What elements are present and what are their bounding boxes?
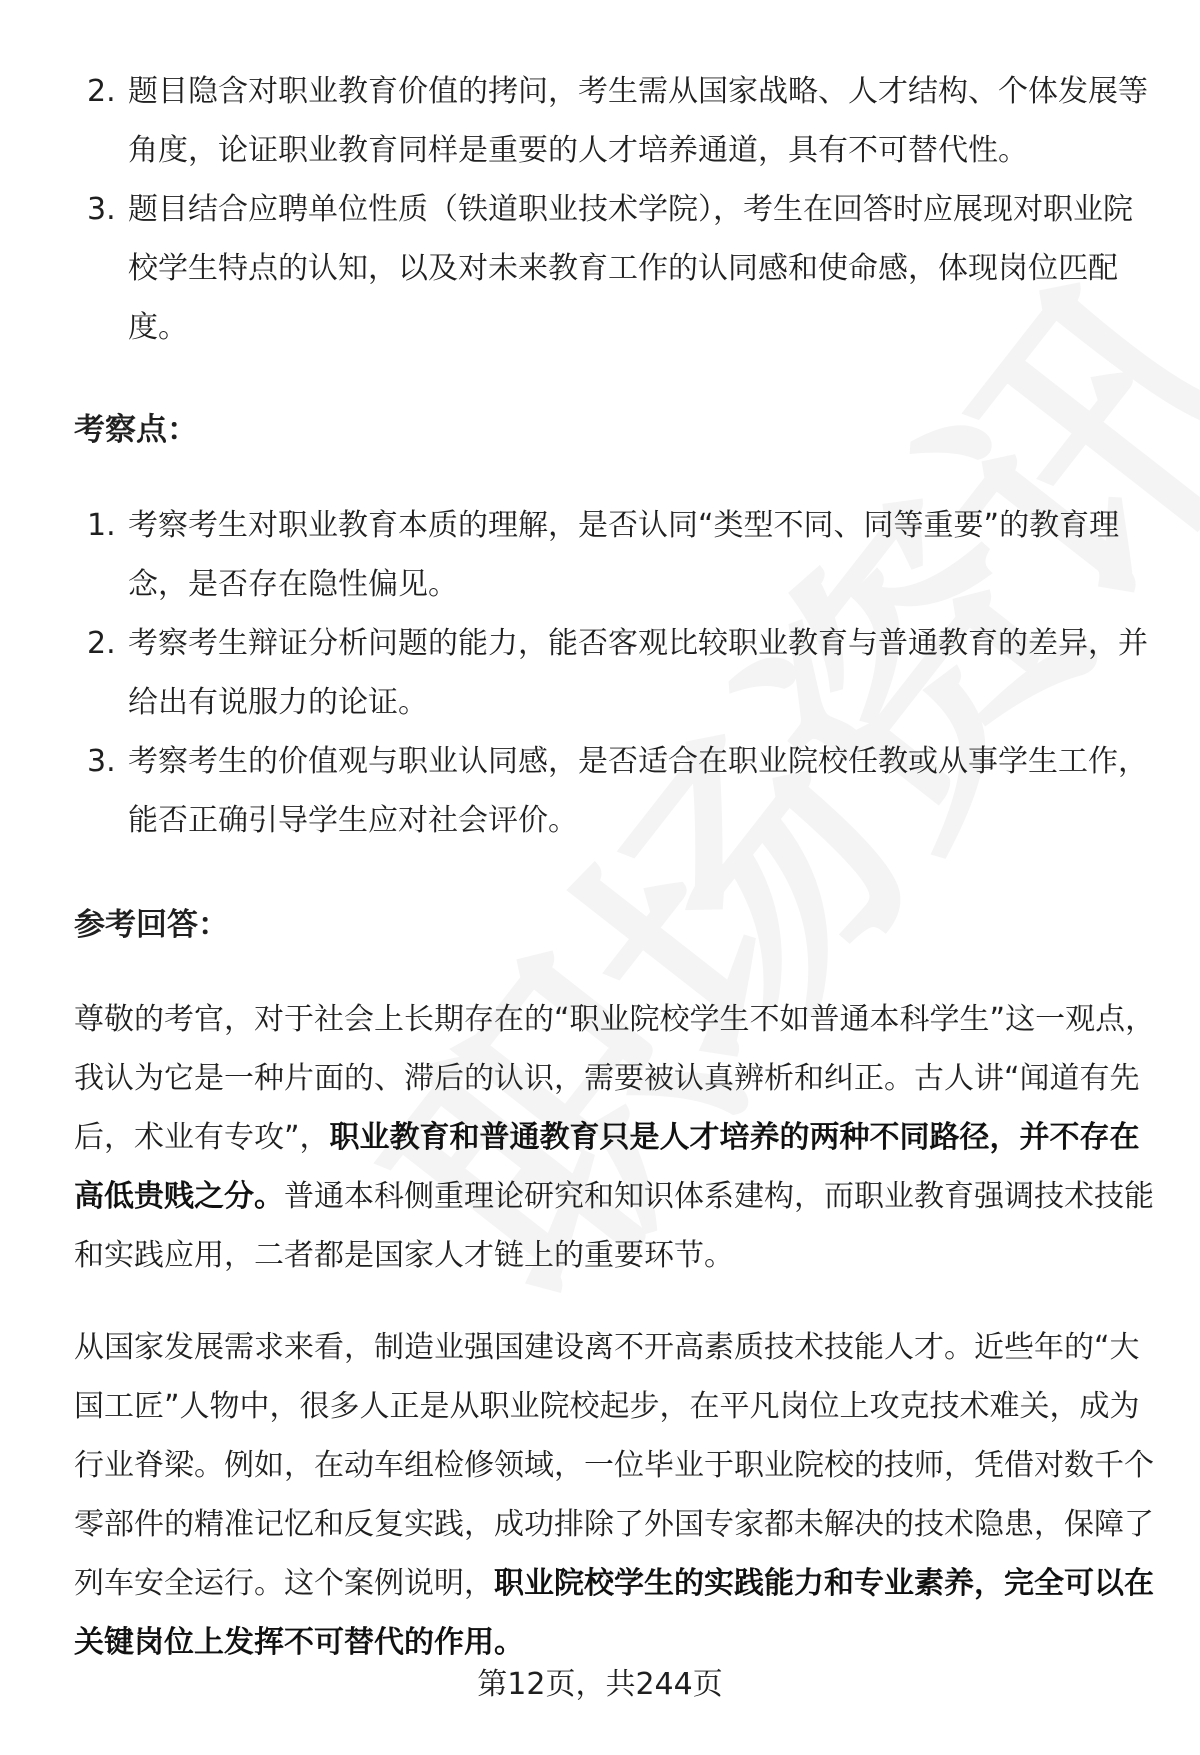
list-item-text: 考察考生对职业教育本质的理解，是否认同“类型不同、同等重要”的教育理念，是否存在隐性偏见。	[128, 508, 1120, 602]
kaocha-list	[78, 496, 1158, 850]
list-item-number: 3.	[87, 744, 116, 779]
list-item-number: 1.	[87, 508, 116, 543]
paragraph-bold-text: 职业教育和普通教育只是人才培养的两种不同路径，并不存在高低贵贱之分。	[74, 1120, 1140, 1214]
page-number: 第12页，共244页	[477, 1667, 723, 1702]
list-item	[78, 614, 1158, 732]
list-item-text: 题目结合应聘单位性质（铁道职业技术学院），考生在回答时应展现对职业院校学生特点的认知，以及对未来教育工作的认同感和使命感，体现岗位匹配度。	[128, 192, 1133, 345]
list-item	[78, 732, 1158, 850]
list-item-text: 题目隐含对职业教育价值的拷问，考生需从国家战略、人才结构、个体发展等角度，论证职业教育同样是重要的人才培养通道，具有不可替代性。	[128, 74, 1148, 168]
paragraph-text: 从国家发展需求来看，制造业强国建设离不开高素质技术技能人才。近些年的“大国工匠”人物中，很多人正是从职业院校起步，在平凡岗位上攻克技术难关，成为行业脊梁。例如，在动车组检修领域，一位毕业于职业院校的技师，凭借对数千个零部件的精准记忆和反复实践，成功排除了外国专家都未解决的技术隐患，保障了列车安全运行。这个案例说明，	[74, 1330, 1154, 1601]
list-item-number: 2.	[87, 626, 116, 661]
list-item-text: 考察考生的价值观与职业认同感，是否适合在职业院校任教或从事学生工作，能否正确引导学生应对社会评价。	[128, 744, 1148, 838]
list-item-text: 考察考生辩证分析问题的能力，能否客观比较职业教育与普通教育的差异，并给出有说服力的论证。	[128, 626, 1148, 720]
section-heading-kaocha: 考察点：	[74, 412, 198, 448]
analysis-list	[78, 62, 1158, 357]
list-item-number: 2.	[87, 74, 116, 109]
paragraph-bold-text: 职业院校学生的实践能力和专业素养，完全可以在关键岗位上发挥不可替代的作用。	[74, 1566, 1154, 1660]
paragraph-text: 普通本科侧重理论研究和知识体系建构，而职业教育强调技术技能和实践应用，二者都是国家人才链上的重要环节。	[74, 1179, 1154, 1273]
paragraph-text: 尊敬的考官，对于社会上长期存在的“职业院校学生不如普通本科学生”这一观点，我认为它是一种片面的、滞后的认识，需要被认真辨析和纠正。古人讲“闻道有先后，术业有专攻”，	[74, 1002, 1156, 1155]
list-item-number: 3.	[87, 192, 116, 227]
answer-paragraph-1	[74, 990, 1162, 1285]
list-item	[78, 62, 1158, 180]
list-item	[78, 180, 1158, 357]
section-heading-answer: 参考回答：	[74, 907, 229, 943]
answer-paragraph-2	[74, 1318, 1162, 1672]
list-item	[78, 496, 1158, 614]
